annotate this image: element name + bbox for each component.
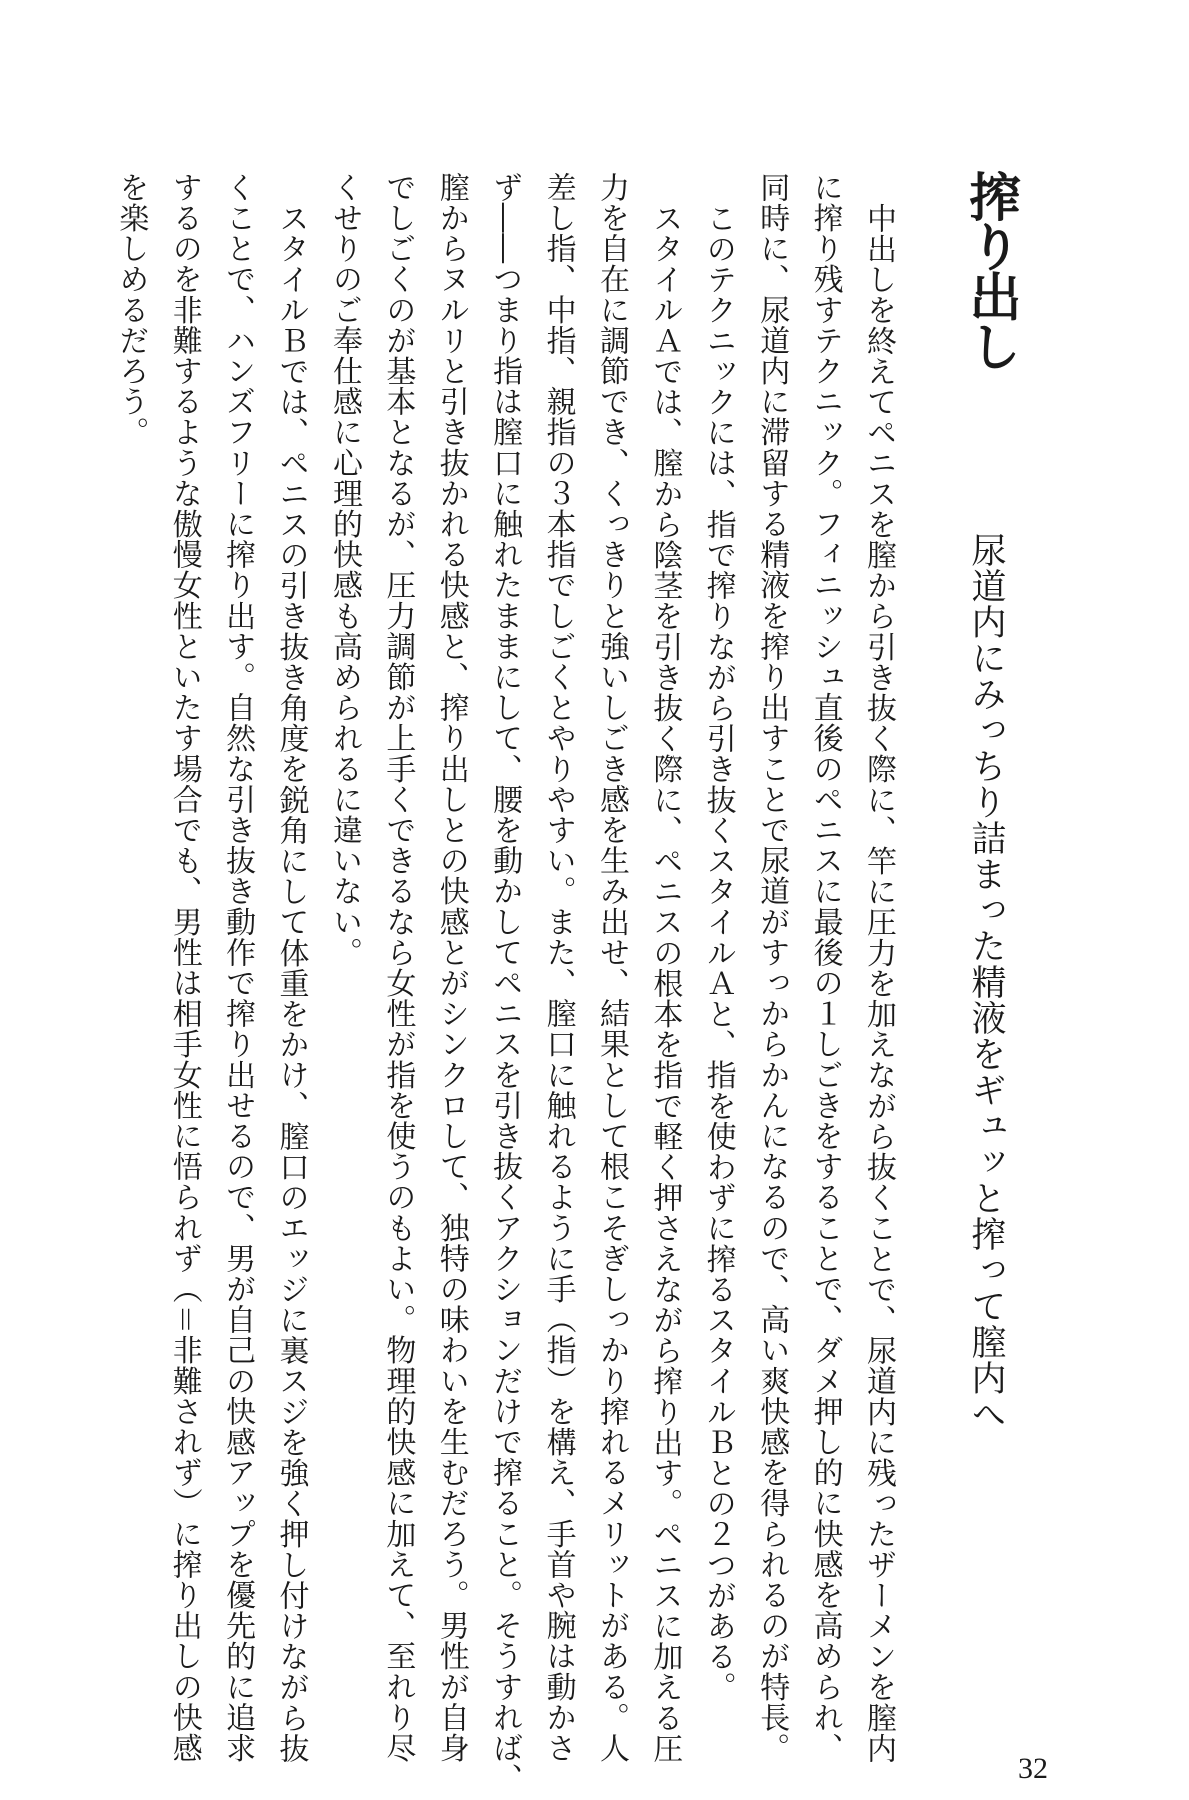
body-line: 膣からヌルリと引き抜かれる快感と、搾り出しとの快感とがシンクロして、独特の味わいを生むだろう。男性が自身 <box>433 172 469 1764</box>
body-line: くせりのご奉仕感に心理的快感も高められるに違いない。 <box>326 172 362 968</box>
body-line: このテクニックには、指で搾りながら引き抜くスタイルＡと、指を使わずに搾るスタイルＢとの２つがある。 <box>700 203 736 1703</box>
body-line: くことで、ハンズフリーに搾り出す。自然な引き抜き動作で搾り出せるので、男が自己の快感アップを優先的に追求 <box>220 172 256 1764</box>
body-line: 中出しを終えてペニスを膣から引き抜く際に、竿に圧力を加えながら抜くことで、尿道内に残ったザーメンを膣内 <box>861 203 896 1764</box>
body-line: 同時に、尿道内に滞留する精液を搾り出すことで尿道がすっからかんになるので、高い爽快感を得られるのが特長。 <box>754 172 790 1764</box>
body-line: 力を自在に調節でき、くっきりと強いしごき感を生み出せ、結果として根こそぎしっかり搾れるメリットがある。人 <box>593 172 629 1764</box>
section-title: 搾り出し <box>960 170 1020 370</box>
body-line: するのを非難するような傲慢女性といたす場合でも、男性は相手女性に悟られず（＝非難されず）に搾り出しの快感 <box>166 172 202 1764</box>
body-line: でしごくのが基本となるが、圧力調節が上手くできるなら女性が指を使うのもよい。物理的快感に加えて、至れり尽 <box>380 172 416 1764</box>
body-line: スタイルＢでは、ペニスの引き抜き角度を鋭角にして体重をかけ、膣口のエッジに裏スジを強く押し付けながら抜 <box>273 203 309 1764</box>
body-line: ず――つまり指は膣口に触れたままにして、腰を動かしてペニスを引き抜くアクションだけで搾ること。そうすれば、 <box>487 172 523 1794</box>
body-line: に搾り残すテクニック。フィニッシュ直後のペニスに最後の１しごきをすることで、ダメ押し的に快感を高められ、 <box>807 172 843 1764</box>
body-text <box>104 172 905 1794</box>
page-number: 32 <box>1018 1752 1048 1785</box>
body-line: スタイルＡでは、膣から陰茎を引き抜く際に、ペニスの根本を指で軽く押さえながら搾り出す。ペニスに加える圧 <box>647 203 683 1764</box>
section-subtitle: 尿道内にみっちり詰まった精液をギュッと搾って膣内へ <box>966 532 1006 1432</box>
body-line: 差し指、中指、親指の３本指でしごくとやりやすい。また、膣口に触れるように手（指）を構え、手首や腕は動かさ <box>540 172 576 1764</box>
body-line: を楽しめるだろう。 <box>113 172 149 448</box>
